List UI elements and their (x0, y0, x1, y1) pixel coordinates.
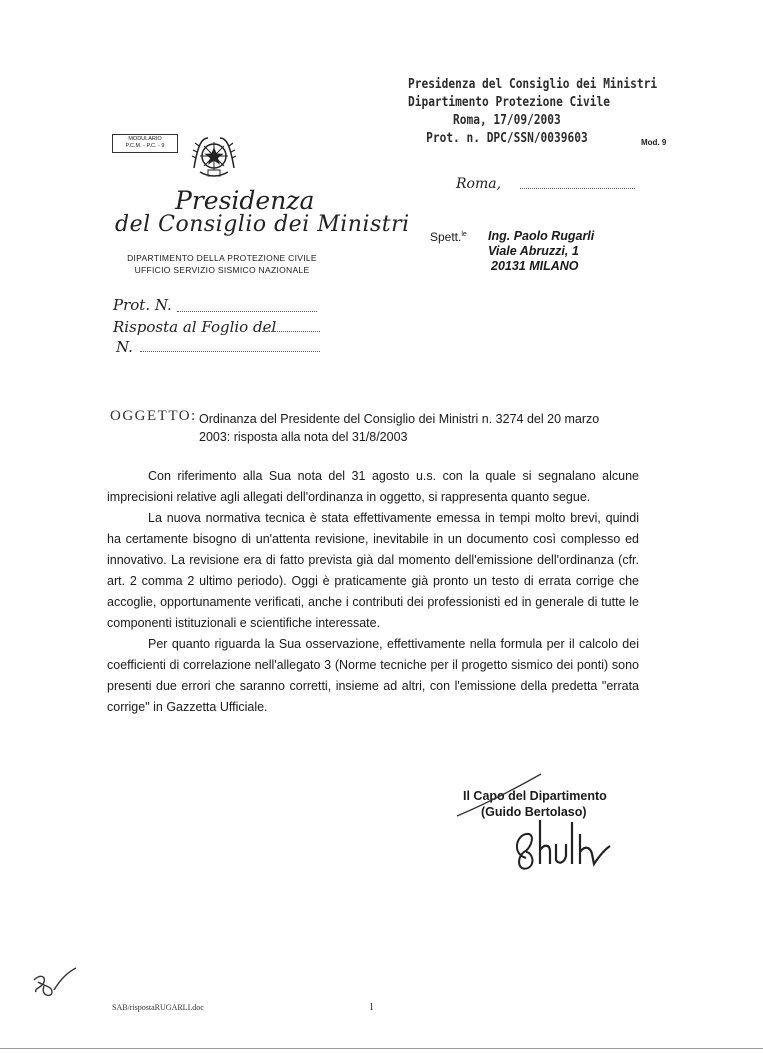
risposta-label: Risposta al Foglio del (113, 318, 277, 336)
stamp-line-4: Prot. n. DPC/SSN/0039603 (426, 131, 588, 146)
stamp-line-1: Presidenza del Consiglio dei Ministri (408, 77, 658, 92)
department-line-1: DIPARTIMENTO DELLA PROTEZIONE CIVILE (127, 253, 317, 263)
stamp-line-3: Roma, 17/09/2003 (453, 113, 561, 128)
body-paragraph-3: Per quanto riguarda la Sua osservazione, effettivamente nella formula per il calcolo dei coefficienti di correlazione nell'allegato 3 (Norme tecniche per il progetto sismico dei ponti) sono presenti due errori che saranno corretti, insieme ad altri, con l'emissione della predetta "errata corrige" in Gazzetta Ufficiale. (107, 637, 639, 714)
department-line-2: UFFICIO SERVIZIO SISMICO NAZIONALE (134, 265, 310, 275)
prot-dotted-line (177, 311, 317, 312)
signatory-title: Il Capo del Dipartimento (463, 789, 607, 803)
spett-superscript: le (461, 231, 467, 238)
subject-line-2: 2003: risposta alla nota del 31/8/2003 (199, 430, 408, 444)
signatory-name: (Guido Bertolaso) (481, 805, 587, 819)
date-dotted-line (520, 188, 635, 189)
subject-text (199, 410, 639, 446)
footer-filename: SAB/rispostaRUGARLI.doc (112, 1003, 204, 1012)
n-dotted-line (140, 351, 320, 352)
form-model-label: Mod. 9 (641, 138, 667, 147)
stamp-line-2: Dipartimento Protezione Civile (408, 95, 610, 110)
risposta-dotted-line (262, 331, 320, 332)
subject-label: OGGETTO: (110, 408, 197, 424)
prot-label: Prot. N. (113, 296, 172, 314)
recipient-city: 20131 MILANO (491, 259, 579, 273)
signature-stroke-icon (455, 770, 545, 820)
page-edge-divider (0, 1048, 763, 1049)
letterhead-department (112, 252, 332, 276)
recipient-address (488, 229, 594, 274)
body-paragraph-1: Con riferimento alla Sua nota del 31 agosto u.s. con la quale si segnalano alcune imprecisioni relative agli allegati dell'ordinanza in oggetto, si rappresenta quanto segue. (107, 469, 639, 504)
handwritten-signature-icon (510, 818, 620, 874)
modulario-line-1: MODULARIO (128, 136, 162, 142)
handwritten-initials-icon (30, 966, 80, 1000)
modulario-box (112, 134, 178, 153)
page-number: 1 (369, 1002, 374, 1013)
spett-label: Spett. (430, 230, 462, 244)
recipient-name: Ing. Paolo Rugarli (488, 229, 595, 243)
letterhead-presidenza: Presidenza (175, 186, 315, 215)
republic-emblem-icon (186, 134, 242, 187)
letterhead-consiglio: del Consiglio dei Ministri (115, 212, 410, 237)
modulario-line-2: P.C.M. - P.C. - 9 (125, 143, 165, 149)
recipient-street: Viale Abruzzi, 1 (488, 244, 579, 258)
roma-label: Roma, (456, 176, 502, 192)
salutation (430, 230, 467, 244)
n-label: N. (116, 338, 133, 356)
subject-line-1: Ordinanza del Presidente del Consiglio dei Ministri n. 3274 del 20 marzo (199, 412, 600, 426)
body-paragraph-2: La nuova normativa tecnica è stata effettivamente emessa in tempi molto brevi, quindi ha certamente bisogno di un'attenta revisione, inevitabile in un documento così complesso ed innovativo. La revisione era di fatto prevista già dal momento dell'emissione dell'ordinanza (cfr. art. 2 comma 2 ultimo periodo). Oggi è praticamente già pronto un testo di errata corrige che accoglie, opportunamente verificati, anche i contributi dei professionisti ed in generale di tutte le componenti istituzionali e scientifiche interessate. (107, 511, 639, 630)
letter-body (107, 466, 639, 718)
